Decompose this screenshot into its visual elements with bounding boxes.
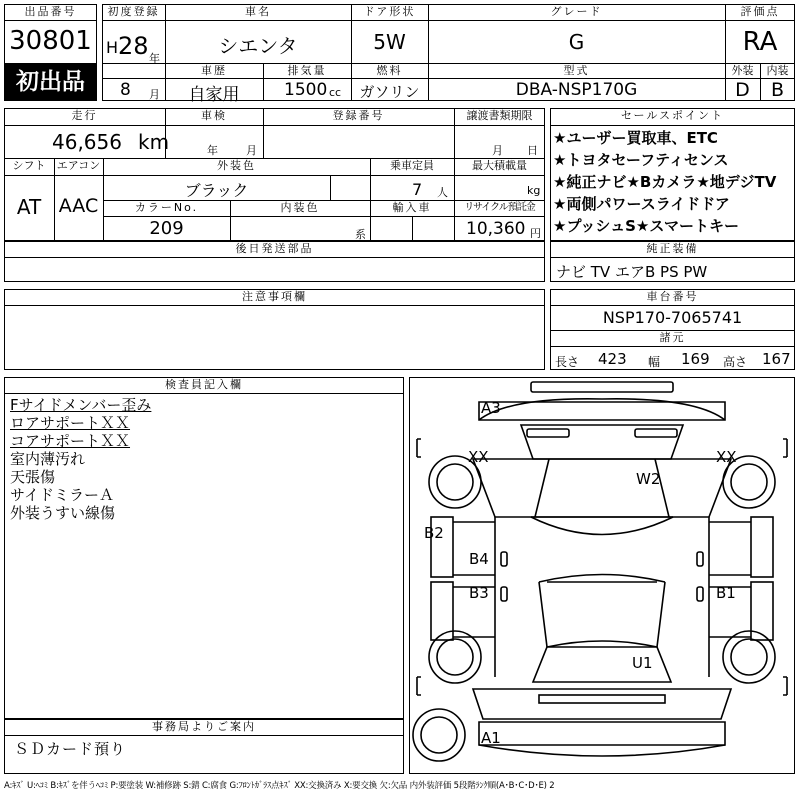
shift: AT — [16, 195, 42, 219]
history: 自家用 — [188, 85, 240, 105]
door-type: 5W — [373, 30, 406, 54]
office-notice-text: ＳＤカード預り — [14, 740, 127, 758]
grade: G — [568, 30, 585, 54]
damage-mark: A1 — [481, 729, 501, 747]
damage-mark: A3 — [481, 399, 501, 417]
lot-number-label: 出品番号 — [24, 5, 77, 18]
chassis-label: 車台番号 — [646, 290, 699, 303]
damage-mark: B3 — [469, 584, 489, 602]
registration-month: 8 — [120, 80, 131, 100]
transfer-month-unit: 月 — [492, 144, 503, 157]
color-number-label: カラーNo. — [134, 201, 199, 214]
ac: AAC — [58, 195, 99, 217]
registration-year: 28 — [118, 32, 149, 60]
height-label: 高さ — [723, 355, 748, 369]
history-label: 車歴 — [201, 64, 227, 77]
sales-point-item: ★純正ナビ★Bカメラ★地デジTV — [553, 173, 777, 191]
interior-grade-label: 内装 — [766, 64, 789, 77]
chassis-number: NSP170-7065741 — [602, 308, 743, 327]
damage-mark: W2 — [636, 470, 661, 488]
sales-points-label: セールスポイント — [620, 109, 724, 122]
month-unit: 月 — [149, 88, 160, 101]
door-type-label: ドア形状 — [363, 5, 416, 18]
inspection-label: 車検 — [201, 109, 227, 122]
capacity: 7 — [412, 180, 423, 199]
score-label: 評価点 — [740, 5, 780, 18]
equipment-list: ナビ TV エアB PS PW — [556, 263, 708, 281]
inspection-month-unit: 月 — [246, 144, 257, 157]
length: 423 — [598, 350, 627, 368]
damage-mark: B1 — [716, 584, 736, 602]
first-listing-badge: 初出品 — [5, 64, 96, 100]
width: 169 — [681, 350, 710, 368]
fuel: ガソリン — [359, 83, 420, 101]
inspection-year-unit: 年 — [207, 144, 218, 157]
fuel-label: 燃料 — [376, 64, 403, 77]
inspector-note-line: 天張傷 — [10, 468, 56, 486]
length-label: 長さ — [555, 355, 580, 369]
lot-number: 30801 — [9, 26, 92, 56]
later-parts-label: 後日発送部品 — [235, 242, 314, 255]
evaluation-score: RA — [742, 27, 778, 57]
grade-label: グレード — [550, 5, 603, 18]
damage-mark: B4 — [469, 550, 489, 568]
recycle-fee: 10,360 — [466, 219, 526, 239]
sales-point-item: ★ユーザー買取車、ETC — [553, 129, 718, 147]
inspector-note-line: 室内薄汚れ — [10, 450, 86, 468]
exterior-color: ブラック — [184, 181, 249, 200]
model-code: DBA-NSP170G — [515, 80, 638, 100]
shift-label: シフト — [12, 159, 46, 172]
damage-mark: XX — [468, 448, 489, 466]
displacement-unit: cc — [329, 86, 342, 99]
damage-mark: U1 — [632, 654, 653, 672]
displacement: 1500 — [284, 80, 328, 100]
max-load-label: 最大積載量 — [472, 159, 527, 172]
sales-point-item: ★プッシュS★スマートキー — [553, 217, 740, 235]
damage-mark: B2 — [424, 524, 444, 542]
model-label: 型式 — [563, 64, 590, 77]
capacity-label: 乗車定員 — [390, 159, 434, 172]
mileage-label: 走行 — [71, 109, 98, 122]
exterior-grade: D — [735, 79, 750, 101]
inspector-notes-label: 検査員記入欄 — [165, 378, 243, 391]
plate-label: 登録番号 — [332, 109, 385, 122]
first-registration-label: 初度登録 — [107, 5, 160, 18]
sales-point-item: ★両側パワースライドドア — [553, 195, 730, 213]
import-label: 輸入車 — [392, 201, 432, 214]
exterior-grade-label: 外装 — [731, 64, 754, 77]
dimensions-label: 諸元 — [659, 331, 686, 344]
era: H — [106, 38, 119, 57]
displacement-label: 排気量 — [287, 64, 327, 77]
inspector-note-line: サイドミラーＡ — [10, 486, 114, 504]
height: 167 — [762, 350, 791, 368]
mileage-unit: km — [138, 130, 170, 154]
width-label: 幅 — [648, 355, 661, 369]
inspector-note-line: ロアサポートＸＸ — [10, 414, 131, 432]
transfer-day-unit: 日 — [527, 144, 538, 157]
sales-point-item: ★トヨタセーフティセンス — [553, 151, 729, 169]
ac-label: エアコン — [56, 159, 101, 172]
interior-color-label: 内装色 — [280, 201, 320, 214]
inspector-note-line: 外装うすい線傷 — [10, 504, 116, 522]
equipment-label: 純正装備 — [646, 242, 699, 255]
transfer-deadline-label: 譲渡書類期限 — [466, 109, 533, 122]
legend-footer: A:ｷｽﾞ U:ﾍｺﾐ B:ｷｽﾞを伴うﾍｺﾐ P:要塗装 W:補修跡 S:錆 C:腐食 G:ﾌﾛﾝﾄｶﾞﾗｽ点ｷｽﾞ XX:交換済み X:要交換 欠:欠品 内外装評価 5段階ﾗﾝｸ順(A･B･C･D･E) 2 — [4, 781, 555, 791]
mileage: 46,656 — [52, 130, 122, 154]
office-notice-label: 事務局よりご案内 — [152, 720, 256, 733]
capacity-unit: 人 — [437, 186, 448, 199]
interior-color-unit: 系 — [355, 228, 366, 241]
max-load-unit: kg — [527, 184, 541, 197]
exterior-color-label: 外装色 — [217, 159, 256, 172]
inspector-note-line: Fサイドメンバー歪み — [10, 396, 152, 414]
car-name: シエンタ — [218, 34, 298, 58]
recycle-fee-label: リサイクル預託金 — [464, 202, 535, 213]
color-number: 209 — [149, 218, 184, 239]
damage-mark: XX — [716, 448, 737, 466]
recycle-fee-unit: 円 — [530, 227, 541, 240]
notes-label: 注意事項欄 — [242, 290, 307, 303]
inspector-note-line: コアサポートＸＸ — [10, 432, 131, 450]
car-name-label: 車名 — [245, 5, 271, 18]
interior-grade: B — [770, 79, 785, 101]
year-unit: 年 — [149, 52, 160, 65]
car-diagram-drawing — [409, 377, 795, 774]
